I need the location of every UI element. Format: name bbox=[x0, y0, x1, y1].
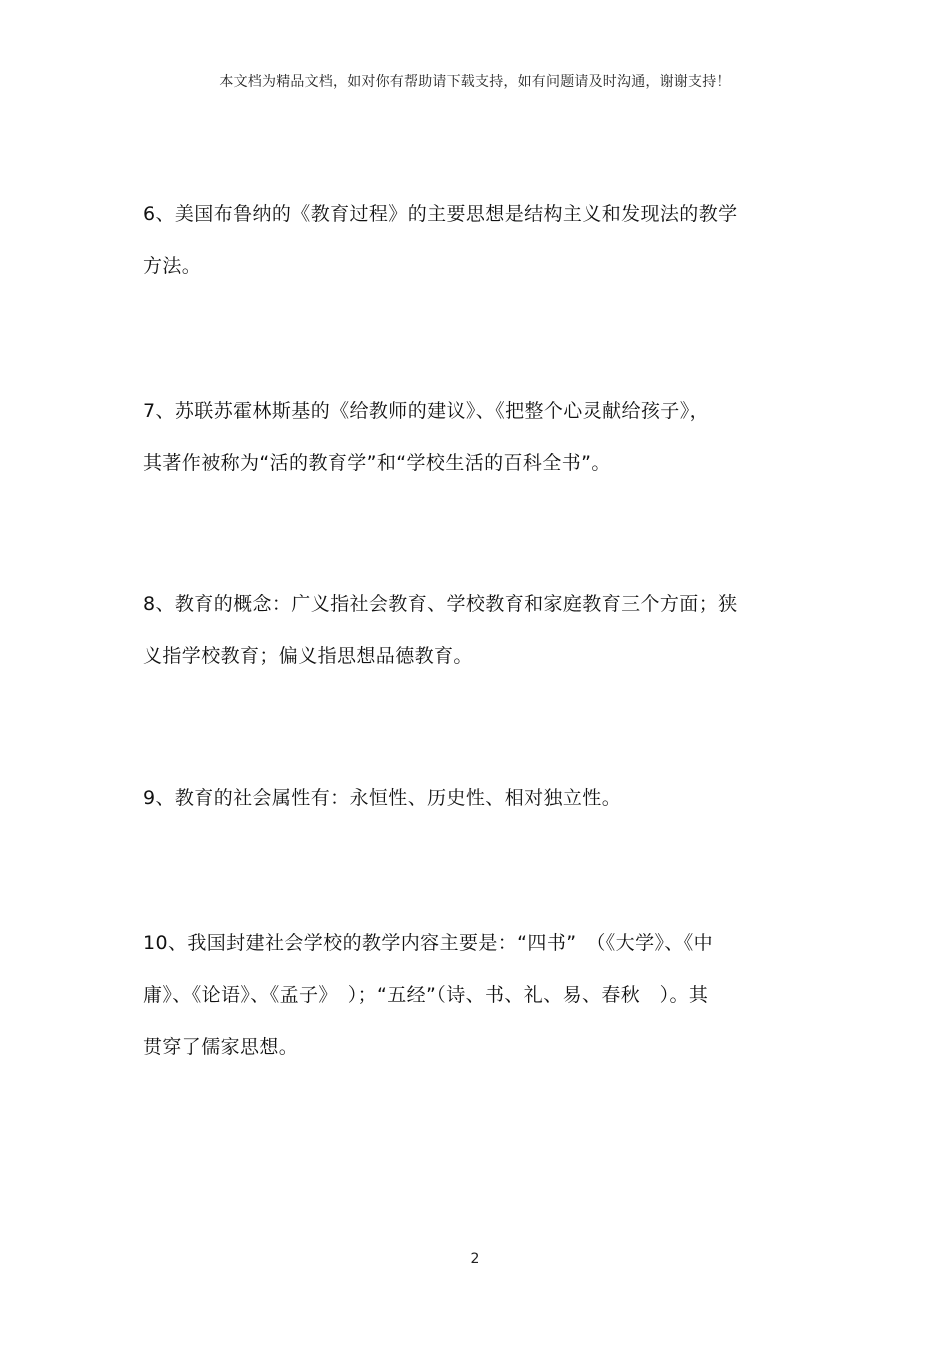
item-line: 贯穿了儒家思想。 bbox=[143, 1036, 299, 1058]
item-line: 8、教育的概念：广义指社会教育、学校教育和家庭教育三个方面；狭 bbox=[143, 593, 738, 615]
item-line: 7、苏联苏霍林斯基的《给教师的建议》、《把整个心灵献给孩子》， bbox=[143, 400, 709, 422]
item-line: 庸》、《论语》、《孟子》 ）；“五经”（诗、书、礼、易、春秋 ）。其 bbox=[143, 984, 709, 1006]
list-item-8 bbox=[143, 578, 808, 682]
list-item-9 bbox=[143, 772, 808, 824]
document-header-note: 本文档为精品文档，如对你有帮助请下载支持，如有问题请及时沟通，谢谢支持！ bbox=[219, 74, 731, 90]
item-line: 义指学校教育；偏义指思想品德教育。 bbox=[143, 645, 473, 667]
item-line: 10、我国封建社会学校的教学内容主要是：“四书” （《大学》、《中 bbox=[143, 932, 714, 954]
item-line: 方法。 bbox=[143, 255, 202, 277]
list-item-10 bbox=[143, 917, 808, 1073]
item-line: 9、教育的社会属性有：永恒性、历史性、相对独立性。 bbox=[143, 787, 622, 809]
page-number: 2 bbox=[470, 1251, 480, 1267]
item-line: 6、美国布鲁纳的《教育过程》的主要思想是结构主义和发现法的教学 bbox=[143, 203, 738, 225]
list-item-6 bbox=[143, 188, 808, 292]
item-line: 其著作被称为“活的教育学”和“学校生活的百科全书”。 bbox=[143, 452, 611, 474]
list-item-7 bbox=[143, 385, 808, 489]
